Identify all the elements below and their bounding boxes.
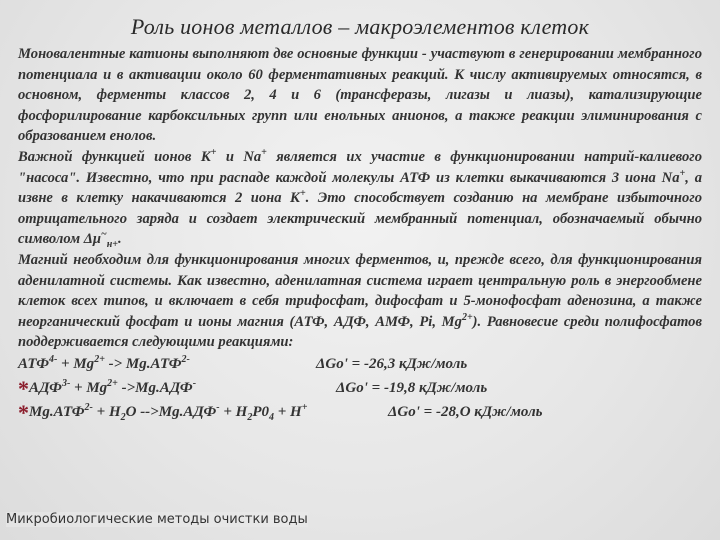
eq-part: P0: [252, 403, 269, 420]
equation-lhs: [18, 375, 197, 401]
eq-part: + H: [92, 403, 121, 420]
text-run: Важной функцией ионов К: [18, 148, 211, 165]
text-run: и Na: [216, 148, 262, 165]
eq-part: O -->Mg.АДФ: [125, 403, 217, 420]
subscript: 4: [268, 411, 274, 423]
equation-lhs: [18, 399, 308, 425]
eq-part: АТФ: [18, 355, 49, 372]
eq-part: + H: [219, 403, 248, 420]
superscript: ~: [101, 229, 107, 241]
superscript: 2+: [107, 377, 118, 389]
text-run: является их участие в функционировании натрий-калиевого "насоса". Известно, что при распаде каждой молекулы АТФ из клетки выкачиваются 3 иона Na: [18, 148, 702, 186]
eq-part: АДФ: [29, 379, 62, 396]
subscript: н+: [106, 239, 118, 251]
text-run: . Это способствует созданию на мембране избыточного отрицательного заряда и создает электрический мембранный потенциал, обозначаемый обычно символом Δμ: [18, 190, 703, 248]
superscript: 2+: [94, 353, 105, 365]
eq-part: ->Mg.АДФ: [117, 379, 193, 396]
eq-part: Mg.АТФ: [29, 403, 85, 420]
eq-part: + Mg: [57, 355, 95, 372]
subscript: 2: [120, 411, 126, 423]
equation-atp-mg: [18, 354, 702, 378]
bullet-star-icon: *: [18, 399, 29, 425]
paragraph-monovalent-cations: Моновалентные катионы выполняют две основные функции - участвуют в генерировании мембранного потенциала и в активации около 60 ферментативных реакций. К числу активируемых относятся, в основном, ферменты классов 2, 4 и 6 (трансферазы, лигазы и лиазы), катализирующие фосфорилирование карбоксильных групп или енольных анионов, а также реакции элиминирования с образованием енолов.: [18, 46, 702, 145]
superscript: +: [210, 147, 217, 159]
superscript: 2-: [181, 353, 190, 365]
paragraph-magnesium: [18, 250, 702, 353]
equation-energy: ΔGo' = -19,8 кДж/моль: [336, 379, 488, 396]
text-run: ). Равновесие среди полифосфатов поддерживается следующими реакциями:: [18, 313, 702, 351]
equation-mgatp-hydrolysis: [18, 399, 702, 426]
equation-energy: ΔGo' = -28,O кДж/моль: [388, 403, 543, 420]
superscript: 3-: [61, 377, 71, 389]
eq-part: -> Mg.АТФ: [104, 355, 182, 372]
superscript: -: [192, 377, 197, 389]
eq-part: + H: [273, 403, 302, 420]
equation-adp-mg: [18, 375, 702, 402]
subscript: 2: [247, 411, 253, 423]
text-run: .: [117, 231, 122, 248]
slide-footer: Микробиологические методы очистки воды: [6, 512, 308, 527]
equation-energy: ΔGo' = -26,3 кДж/моль: [316, 355, 468, 372]
text-run: Магний необходим для функционирования многих ферментов, и, прежде всего, для функционирования аденилатной системы. Как известно, аденилатная система играет центральную роль в энергообмене клеток всех типов, и включает в себя трифосфат, дифосфат и 5-монофосфат аденозина, а также неорганический фосфат и ионы магния (АТФ, АДФ, АМФ, Pi, Mg: [18, 251, 702, 330]
superscript: 4-: [48, 353, 58, 365]
superscript: -: [216, 401, 220, 413]
superscript: +: [301, 401, 308, 413]
slide-title: Роль ионов металлов – макроэлементов клеток: [130, 14, 590, 39]
superscript: +: [679, 167, 686, 179]
superscript: +: [299, 188, 306, 200]
paragraph-na-k-pump: [18, 147, 702, 250]
eq-part: + Mg: [70, 379, 108, 396]
superscript: +: [261, 147, 267, 159]
superscript: 2+: [461, 311, 473, 323]
slide-body: [18, 44, 702, 426]
bullet-star-icon: *: [18, 375, 29, 401]
text-run: , а извне в клетку накачиваются 2 иона К: [18, 169, 702, 207]
superscript: 2-: [84, 401, 93, 413]
equation-lhs: [18, 354, 190, 375]
